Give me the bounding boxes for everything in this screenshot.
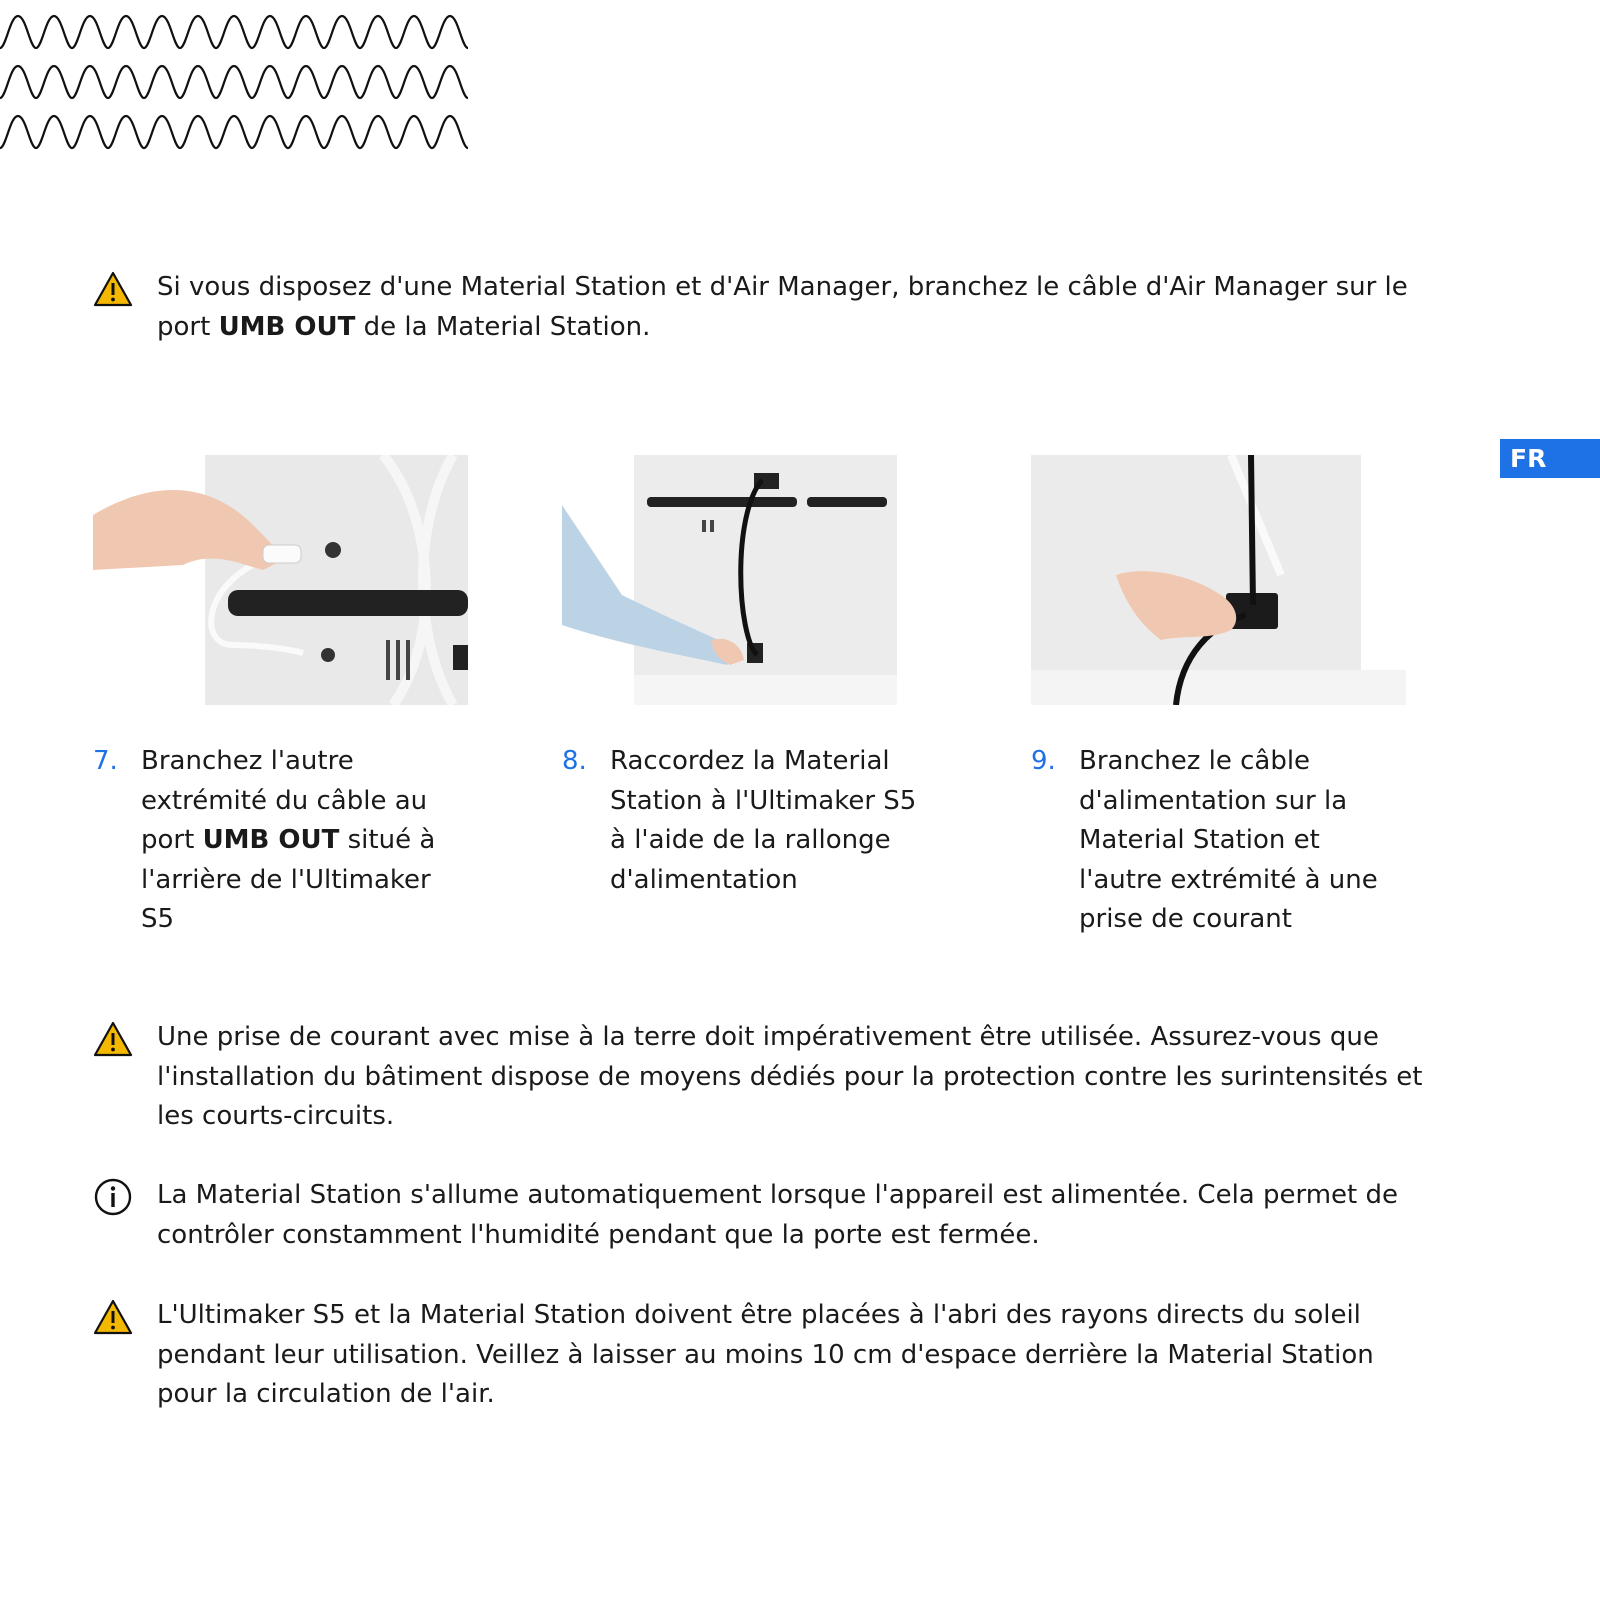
photo-power-cable bbox=[1031, 455, 1406, 705]
note-sunlight bbox=[93, 1296, 1423, 1415]
photo-power-extension bbox=[562, 455, 937, 705]
note-auto-on bbox=[93, 1176, 1423, 1255]
step-number: 8. bbox=[562, 746, 587, 776]
warning-icon bbox=[93, 1298, 133, 1336]
step-number: 9. bbox=[1031, 746, 1056, 776]
step-text: Raccordez la Material Station à l'Ultimaker S5 à l'aide de la rallonge d'alimentation bbox=[610, 746, 917, 895]
note-text: L'Ultimaker S5 et la Material Station doivent être placées à l'abri des rayons directs du soleil pendant leur utilisation. Veillez à laisser au moins 10 cm d'espace derrière la Material Station pour la circulation de l'air. bbox=[157, 1300, 1374, 1409]
step-text: Branchez le câble d'alimentation sur la Material Station et l'autre extrémité à une prise de courant bbox=[1079, 746, 1378, 934]
note-text: Si vous disposez d'une Material Station et d'Air Manager, branchez le câble d'Air Manager sur le port UMB OUT de la Material Station. bbox=[157, 272, 1408, 342]
note-grounding bbox=[93, 1018, 1423, 1137]
language-tab[interactable]: FR bbox=[1500, 439, 1600, 478]
info-icon bbox=[93, 1178, 133, 1216]
warning-icon bbox=[93, 270, 133, 308]
note-air-manager bbox=[93, 268, 1423, 347]
step-text: Branchez l'autre extrémité du câble au port UMB OUT situé à l'arrière de l'Ultimaker S5 bbox=[141, 746, 436, 934]
photo-umb-out-port bbox=[93, 455, 468, 705]
port-name: UMB OUT bbox=[218, 311, 356, 342]
port-name: UMB OUT bbox=[202, 825, 340, 855]
wave-decoration bbox=[0, 8, 470, 153]
step-8 bbox=[562, 742, 922, 900]
step-7 bbox=[93, 742, 453, 940]
note-text: La Material Station s'allume automatiquement lorsque l'appareil est alimentée. Cela permet de contrôler constamment l'humidité pendant que la porte est fermée. bbox=[157, 1180, 1399, 1250]
step-9 bbox=[1031, 742, 1391, 940]
note-text: Une prise de courant avec mise à la terre doit impérativement être utilisée. Assurez-vous que l'installation du bâtiment dispose de moyens dédiés pour la protection contre les surintensités et les courts-circuits. bbox=[157, 1022, 1423, 1131]
warning-icon bbox=[93, 1020, 133, 1058]
step-number: 7. bbox=[93, 746, 118, 776]
